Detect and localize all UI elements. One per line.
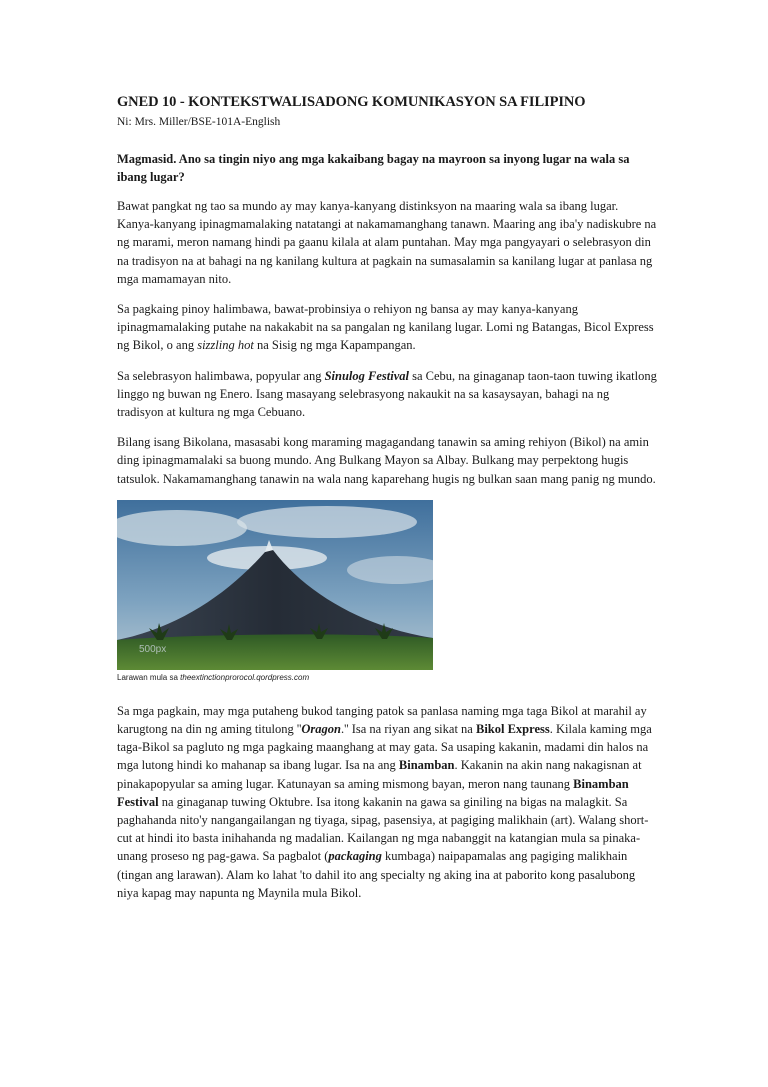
author-line: Ni: Mrs. Miller/BSE-101A-English: [117, 116, 281, 128]
binamban-term: Binamban: [398, 758, 455, 773]
paragraph-bikolana: Bilang isang Bikolana, masasabi kong maraming magagandang tanawin sa aming rehiyon (Bikol) na amin ding ipinagmamalaki sa buong mundo. Ang Bulkang Mayon sa Albay. Bulkang may perpektong hugis tatsulok. Nakamamanghang tanawin na wala nang kaparehang hugis ng bulkan saan mang panig ng mundo.: [117, 435, 656, 486]
paragraph-distinction: Bawat pangkat ng tao sa mundo ay may kanya-kanyang distinksyon na maaring wala sa ibang lugar. Kanya-kanyang ipinagmamalaking natatangi at nakamamanghang tanawn. Maaring ang iba'y nadiskubre na ng marami, meron namang hindi pa gaanu kilala at alam puntahan. May mga pangyayari o selebrasyon din na tradisyon na at bahagi na ng kanilang kultura at pagkain na sumasalamin sa kanilang lugar at panlasa ng mga mamamayan nito.: [117, 199, 657, 286]
document-title: GNED 10 - KONTEKSTWALISADONG KOMUNIKASYON SA FILIPINO: [117, 94, 586, 110]
text-run: na ginaganap tuwing Oktubre. Isa itong kakanin na gawa sa giniling na bigas na malagkit. Sa paghahanda nito'y nangangailangan ng tiyaga, sipag, pasensiya, at pagiging malikhain (art). Walang short-cut at hindi ito basta inihahanda ng madalian. Kailangan ng mga nabanggit na katangian mula sa pinaka-unang proseso ng pag-gawa. Sa pagbalot (: [117, 794, 649, 864]
festival-name: Sinulog Festival: [324, 368, 409, 383]
photo-caption: Larawan mula sa theextinctionprorocol.qordpress.com: [117, 672, 310, 682]
caption-source: theextinctionprorocol.qordpress.com: [180, 672, 310, 682]
mayon-illustration: [117, 500, 433, 670]
italic-text: sizzling hot: [197, 338, 254, 353]
text-run: . Kakanin na akin nang nakagisnan at pinakapopyular sa aming lugar. Katunayan sa aming mismong bayan, meron nang taunang: [117, 758, 642, 791]
text-run: Sa pagkaing pinoy halimbawa, bawat-probinsiya o rehiyon ng bansa ay may kanya-kanyang ipinagmamalaking putahe na nakakabit na sa pangalan ng kanilang lugar. Lomi ng Batangas, Bicol Express ng Bikol, o ang: [117, 302, 654, 353]
paragraph-celebration: [117, 367, 657, 422]
paragraph-bikol-food: [117, 702, 657, 902]
oragon-term: Oragon: [301, 722, 341, 737]
document-content: [117, 94, 657, 902]
guide-question: Magmasid. Ano sa tingin niyo ang mga kakaibang bagay na mayroon sa inyong lugar na wala sa ibang lugar?: [117, 152, 630, 184]
text-run: kumbaga) naipapamalas ang pagiging malikhain (tingan ang larawan). Alam ko lahat 'to dahil ito ang specialty ng aking ina at paborito kong pasalubong niya kapag may napunta ng Maynila mula Bikol.: [117, 849, 636, 900]
photo-watermark: 500px: [139, 643, 167, 655]
text-run: na Sisig ng mga Kapampangan.: [253, 338, 416, 353]
paragraph-food: [117, 300, 657, 355]
cloud: [237, 506, 417, 538]
text-run: . Kilala kaming mga taga-Bikol sa pagluto ng mga pagkaing maanghang at may gata. Sa usaping kakanin, madami din halos na mga lutong hindi ko mahanap sa ibang lugar. Isa na ang: [117, 722, 652, 773]
binamban-festival-term: Binamban Festival: [117, 776, 629, 809]
text-run: Sa mga pagkain, may mga putaheng bukod tanging patok sa panlasa naming mga taga Bikol at marahil ay karugtong na din ng aming titulong '': [117, 703, 647, 737]
mayon-volcano-photo: [117, 500, 433, 670]
bikol-express-term: Bikol Express: [475, 722, 550, 737]
text-run: sa Cebu, na ginaganap taon-taon tuwing ikatlong linggo ng buwan ng Enero. Isang masayang selebrasyong nakaukit na sa kasaysayan, bahagi na ng tradisyon at kultura ng mga Cebuano.: [117, 368, 657, 420]
text-run: .'' Isa na riyan ang sikat na: [340, 722, 476, 737]
text-run: Sa selebrasyon halimbawa, popyular ang: [117, 368, 325, 383]
packaging-term: packaging: [328, 849, 382, 864]
